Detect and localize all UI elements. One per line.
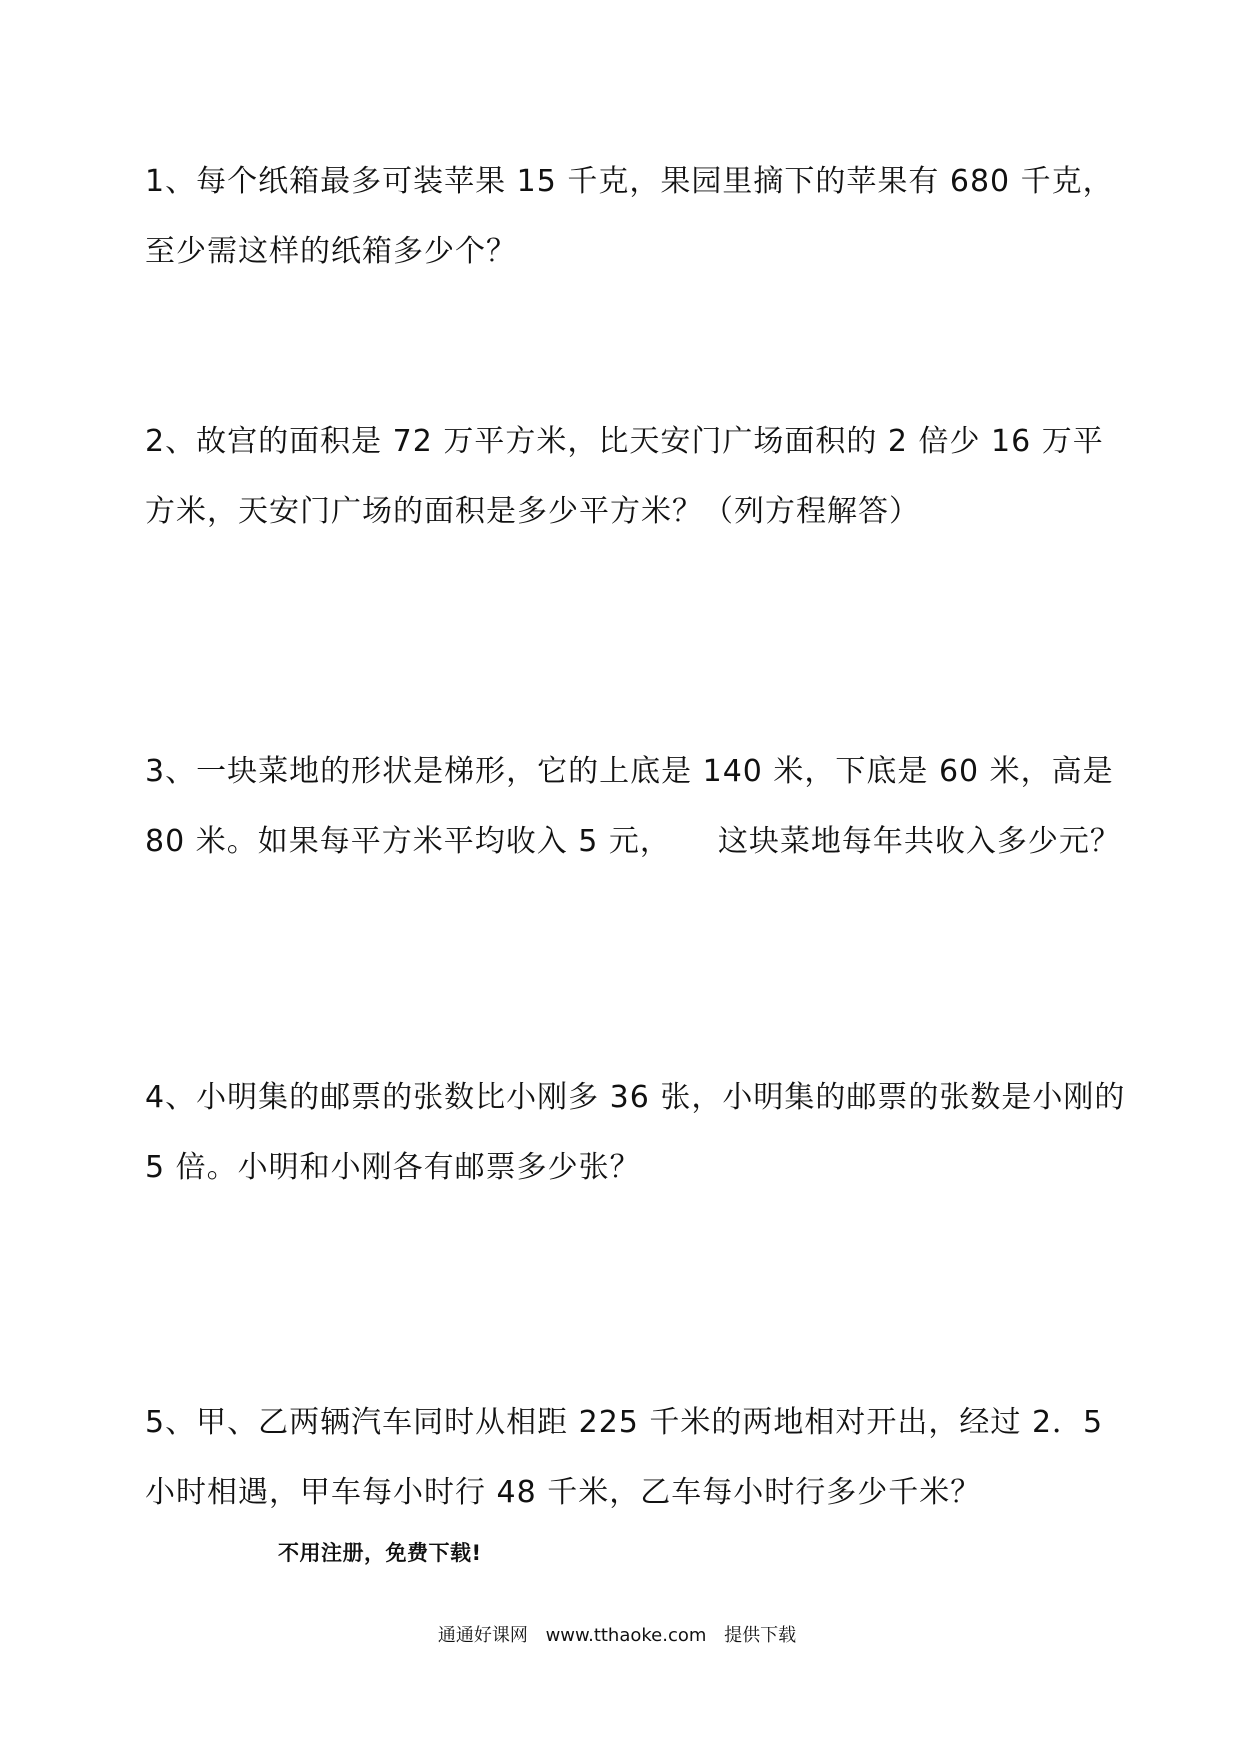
problem-3: 3、一块菜地的形状是梯形，它的上底是 140 米，下底是 60 米，高是 80 米。如果每平方米平均收入 5 元， 这块菜地每年共收入多少元？ <box>145 754 1121 859</box>
problem-2: 2、故宫的面积是 72 万平方米，比天安门广场面积的 2 倍少 16 万平方米，天安门广场的面积是多少平方米？（列方程解答） <box>145 424 1104 529</box>
problem-4: 4、小明集的邮票的张数比小刚多 36 张，小明集的邮票的张数是小刚的 5 倍。小明和小刚各有邮票多少张？ <box>145 1080 1126 1185</box>
footer-url[interactable]: www.tthaoke.com <box>545 1625 707 1646</box>
footer-site-name: 通通好课网 <box>437 1625 528 1646</box>
problem-5: 5、甲、乙两辆汽车同时从相距 225 千米的两地相对开出，经过 2．5 小时相遇，甲车每小时行 48 千米，乙车每小时行多少千米？ <box>145 1405 1104 1510</box>
page-footer <box>0 1621 1234 1647</box>
footer-suffix: 提供下载 <box>724 1625 797 1646</box>
problem-1: 1、每个纸箱最多可装苹果 15 千克，果园里摘下的苹果有 680 千克，至少需这样的纸箱多少个？ <box>145 164 1114 269</box>
download-note: 不用注册，免费下载! <box>278 1541 482 1565</box>
